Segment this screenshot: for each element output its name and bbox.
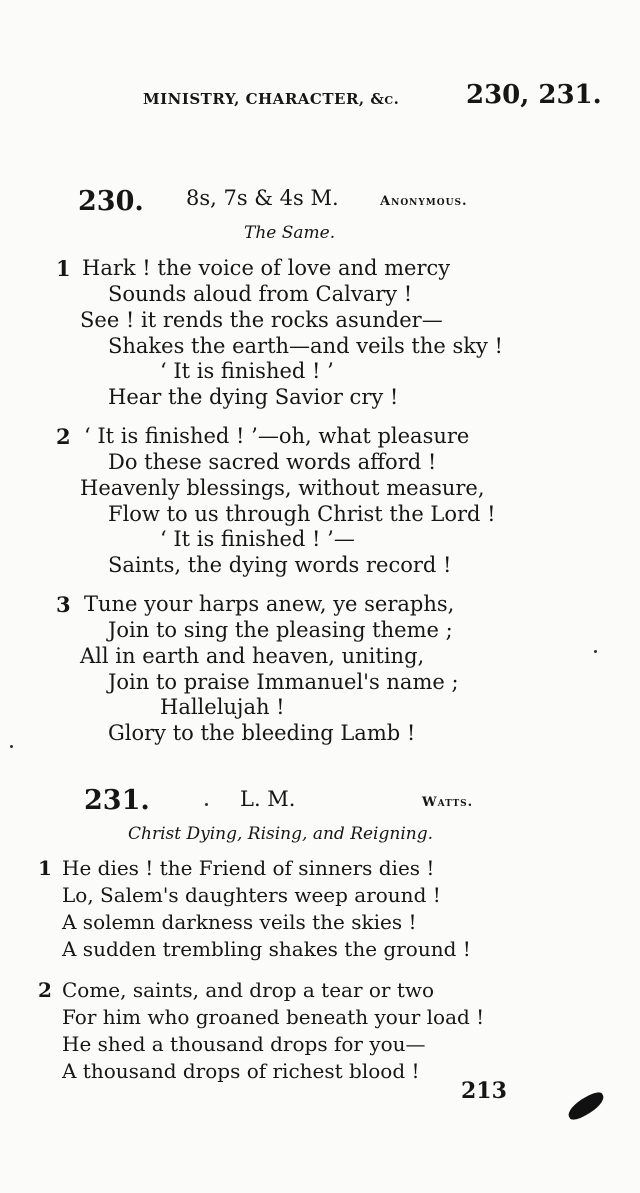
paper-speck	[205, 803, 208, 806]
verse-line: A sudden trembling shakes the ground !	[62, 937, 471, 961]
verse-line: Do these sacred words afford !	[108, 450, 437, 474]
running-header-title: MINISTRY, CHARACTER, &c.	[143, 90, 400, 108]
verse-line: Come, saints, and drop a tear or two	[62, 978, 435, 1002]
verse-line: For him who groaned beneath your load !	[62, 1005, 485, 1029]
stanza-number: 2	[56, 424, 71, 449]
verse-line: Saints, the dying words record !	[108, 553, 452, 577]
verse-line: Hear the dying Savior cry !	[108, 385, 399, 409]
verse-line: Join to sing the pleasing theme ;	[108, 618, 453, 642]
verse-line: Heavenly blessings, without measure,	[80, 476, 485, 500]
running-header-hymn-numbers: 230, 231.	[466, 80, 602, 110]
hymn-231-number: 231.	[84, 785, 150, 816]
verse-line: A thousand drops of richest blood !	[62, 1059, 420, 1083]
verse-line: He dies ! the Friend of sinners dies !	[62, 856, 435, 880]
verse-line: See ! it rends the rocks asunder—	[80, 308, 443, 332]
ink-blot-mark	[565, 1090, 608, 1123]
verse-line: ‘ It is finished ! ’—oh, what pleasure	[84, 424, 470, 448]
verse-line: A solemn darkness veils the skies !	[62, 910, 417, 934]
verse-line: Lo, Salem's daughters weep around !	[62, 883, 441, 907]
verse-line: He shed a thousand drops for you—	[62, 1032, 426, 1056]
stanza-number: 2	[38, 978, 52, 1002]
verse-line: Sounds aloud from Calvary !	[108, 282, 413, 306]
verse-line: Join to praise Immanuel's name ;	[108, 670, 459, 694]
hymn-230-author: Anonymous.	[380, 194, 468, 209]
hymn-230-meter: 8s, 7s & 4s M.	[186, 186, 339, 210]
verse-line: Shakes the earth—and veils the sky !	[108, 334, 503, 358]
verse-line: Hallelujah !	[160, 695, 285, 719]
hymn-230-number: 230.	[78, 186, 144, 217]
hymn-231-meter: L. M.	[240, 787, 296, 811]
verse-line: Flow to us through Christ the Lord !	[108, 502, 496, 526]
verse-line: All in earth and heaven, uniting,	[80, 644, 425, 668]
page-number: 213	[461, 1078, 507, 1104]
stanza-number: 3	[56, 592, 71, 617]
verse-line: ‘ It is finished ! ’—	[160, 527, 355, 551]
stanza-number: 1	[38, 856, 52, 880]
hymn-231-author: Watts.	[422, 795, 474, 810]
stanza-number: 1	[56, 256, 71, 281]
paper-speck	[10, 745, 13, 748]
verse-line: Tune your harps anew, ye seraphs,	[84, 592, 455, 616]
hymn-231-subtitle: Christ Dying, Rising, and Reigning.	[128, 824, 433, 844]
verse-line: Hark ! the voice of love and mercy	[82, 256, 451, 280]
verse-line: Glory to the bleeding Lamb !	[108, 721, 416, 745]
hymn-230-subtitle: The Same.	[244, 223, 336, 243]
verse-line: ‘ It is finished ! ’	[160, 359, 334, 383]
paper-speck	[594, 650, 597, 653]
